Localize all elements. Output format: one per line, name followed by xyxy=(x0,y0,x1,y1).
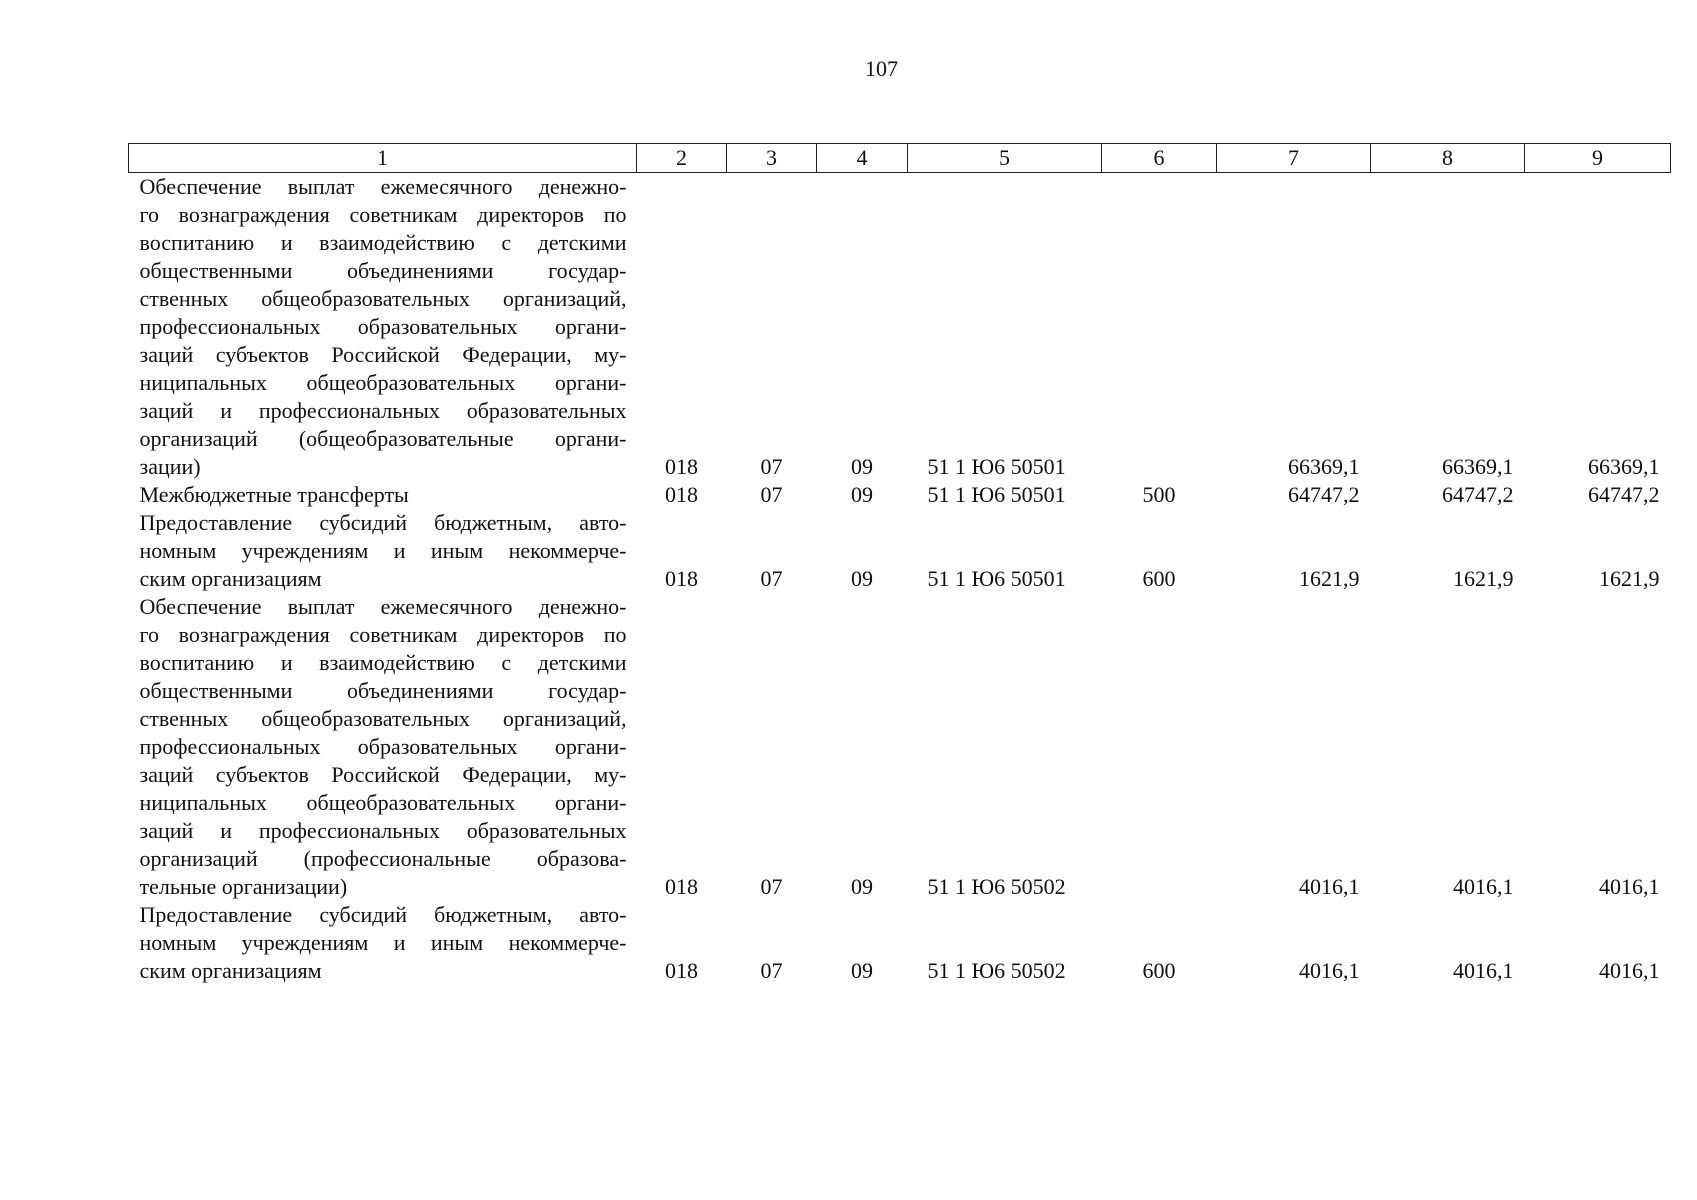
description-line: зации) xyxy=(139,454,201,479)
budget-table xyxy=(128,143,1671,985)
cell-code-ministry: 018 xyxy=(665,958,698,983)
table-row xyxy=(129,481,1671,509)
cell-code-ministry: 018 xyxy=(665,874,698,899)
cell-amount-col8: 66369,1 xyxy=(1442,454,1514,479)
description-line: ственных общеобразовательных организаций, xyxy=(139,706,627,731)
description-line: ниципальных общеобразовательных органи- xyxy=(139,790,627,815)
description-line: ским организациям xyxy=(139,566,322,591)
cell-code-subsection: 09 xyxy=(851,454,873,479)
table-row xyxy=(129,901,1671,985)
cell-amount-col7: 4016,1 xyxy=(1299,958,1360,983)
cell-code-subsection: 09 xyxy=(851,874,873,899)
cell-expense-type: 600 xyxy=(1142,566,1176,591)
row-description xyxy=(129,901,637,985)
cell-amount-col8: 4016,1 xyxy=(1453,958,1514,983)
cell-expense-type: 500 xyxy=(1142,482,1176,507)
description-line: общественными объединениями государ- xyxy=(139,258,627,283)
cell-amount-col7: 64747,2 xyxy=(1288,482,1360,507)
description-line: Обеспечение выплат ежемесячного денежно- xyxy=(139,594,627,619)
cell-target-article: 51 1 Ю6 50501 xyxy=(927,454,1066,479)
cell-amount-col9: 4016,1 xyxy=(1599,874,1660,899)
column-header: 3 xyxy=(727,144,817,173)
cell-amount-col7: 66369,1 xyxy=(1288,454,1360,479)
description-line: Предоставление субсидий бюджетным, авто- xyxy=(139,510,627,535)
description-line: ниципальных общеобразовательных органи- xyxy=(139,370,627,395)
column-header: 8 xyxy=(1371,144,1525,173)
table-row xyxy=(129,509,1671,593)
cell-amount-col8: 4016,1 xyxy=(1453,874,1514,899)
cell-code-section: 07 xyxy=(760,958,783,983)
description-line: номным учреждениям и иным некоммерче- xyxy=(139,538,627,563)
cell-expense-type xyxy=(1102,593,1217,901)
cell-amount-col8: 1621,9 xyxy=(1453,566,1514,591)
cell-amount-col8: 64747,2 xyxy=(1442,482,1514,507)
cell-code-subsection: 09 xyxy=(851,482,873,507)
description-line: Обеспечение выплат ежемесячного денежно- xyxy=(139,174,627,199)
description-line: организаций (профессиональные образова- xyxy=(139,846,627,871)
cell-amount-col9: 64747,2 xyxy=(1588,482,1660,507)
description-line: организаций (общеобразовательные органи- xyxy=(139,426,627,451)
description-line: ским организациям xyxy=(139,958,322,983)
column-header: 9 xyxy=(1525,144,1671,173)
description-line: воспитанию и взаимодействию с детскими xyxy=(139,230,627,255)
description-line: Межбюджетные трансферты xyxy=(139,482,409,507)
cell-amount-col7: 1621,9 xyxy=(1299,566,1360,591)
column-header: 7 xyxy=(1217,144,1371,173)
cell-code-section: 07 xyxy=(760,482,783,507)
description-line: заций субъектов Российской Федерации, му- xyxy=(139,762,627,787)
description-line: ственных общеобразовательных организаций, xyxy=(139,286,627,311)
row-description xyxy=(129,593,637,901)
cell-code-ministry: 018 xyxy=(665,566,698,591)
cell-amount-col9: 4016,1 xyxy=(1599,958,1660,983)
description-line: воспитанию и взаимодействию с детскими xyxy=(139,650,627,675)
column-header: 4 xyxy=(817,144,908,173)
description-line: заций и профессиональных образовательных xyxy=(139,398,627,423)
description-line: заций субъектов Российской Федерации, му- xyxy=(139,342,627,367)
cell-code-section: 07 xyxy=(760,454,783,479)
cell-target-article: 51 1 Ю6 50502 xyxy=(927,874,1066,899)
description-line: заций и профессиональных образовательных xyxy=(139,818,627,843)
cell-target-article: 51 1 Ю6 50501 xyxy=(927,482,1066,507)
table-row xyxy=(129,173,1671,482)
description-line: го вознаграждения советникам директоров по xyxy=(139,622,627,647)
column-number-header-row xyxy=(129,144,1671,173)
row-description xyxy=(129,509,637,593)
cell-amount-col9: 66369,1 xyxy=(1588,454,1660,479)
cell-code-subsection: 09 xyxy=(851,566,873,591)
column-header: 1 xyxy=(129,144,637,173)
description-line: Предоставление субсидий бюджетным, авто- xyxy=(139,902,627,927)
table-row xyxy=(129,593,1671,901)
row-description xyxy=(129,481,637,509)
cell-code-ministry: 018 xyxy=(665,482,698,507)
cell-code-ministry: 018 xyxy=(665,454,698,479)
cell-code-section: 07 xyxy=(760,874,783,899)
cell-expense-type xyxy=(1102,173,1217,482)
description-line: го вознаграждения советникам директоров по xyxy=(139,202,627,227)
description-line: профессиональных образовательных органи- xyxy=(139,314,627,339)
column-header: 6 xyxy=(1102,144,1217,173)
column-header: 2 xyxy=(637,144,727,173)
description-line: профессиональных образовательных органи- xyxy=(139,734,627,759)
page-number: 107 xyxy=(865,56,898,81)
cell-target-article: 51 1 Ю6 50502 xyxy=(927,958,1066,983)
row-description xyxy=(129,173,637,482)
description-line: общественными объединениями государ- xyxy=(139,678,627,703)
cell-expense-type: 600 xyxy=(1142,958,1176,983)
column-header: 5 xyxy=(908,144,1102,173)
description-line: номным учреждениям и иным некоммерче- xyxy=(139,930,627,955)
cell-code-section: 07 xyxy=(760,566,783,591)
cell-amount-col9: 1621,9 xyxy=(1599,566,1660,591)
cell-target-article: 51 1 Ю6 50501 xyxy=(927,566,1066,591)
cell-code-subsection: 09 xyxy=(851,958,873,983)
description-line: тельные организации) xyxy=(139,874,348,899)
cell-amount-col7: 4016,1 xyxy=(1299,874,1360,899)
